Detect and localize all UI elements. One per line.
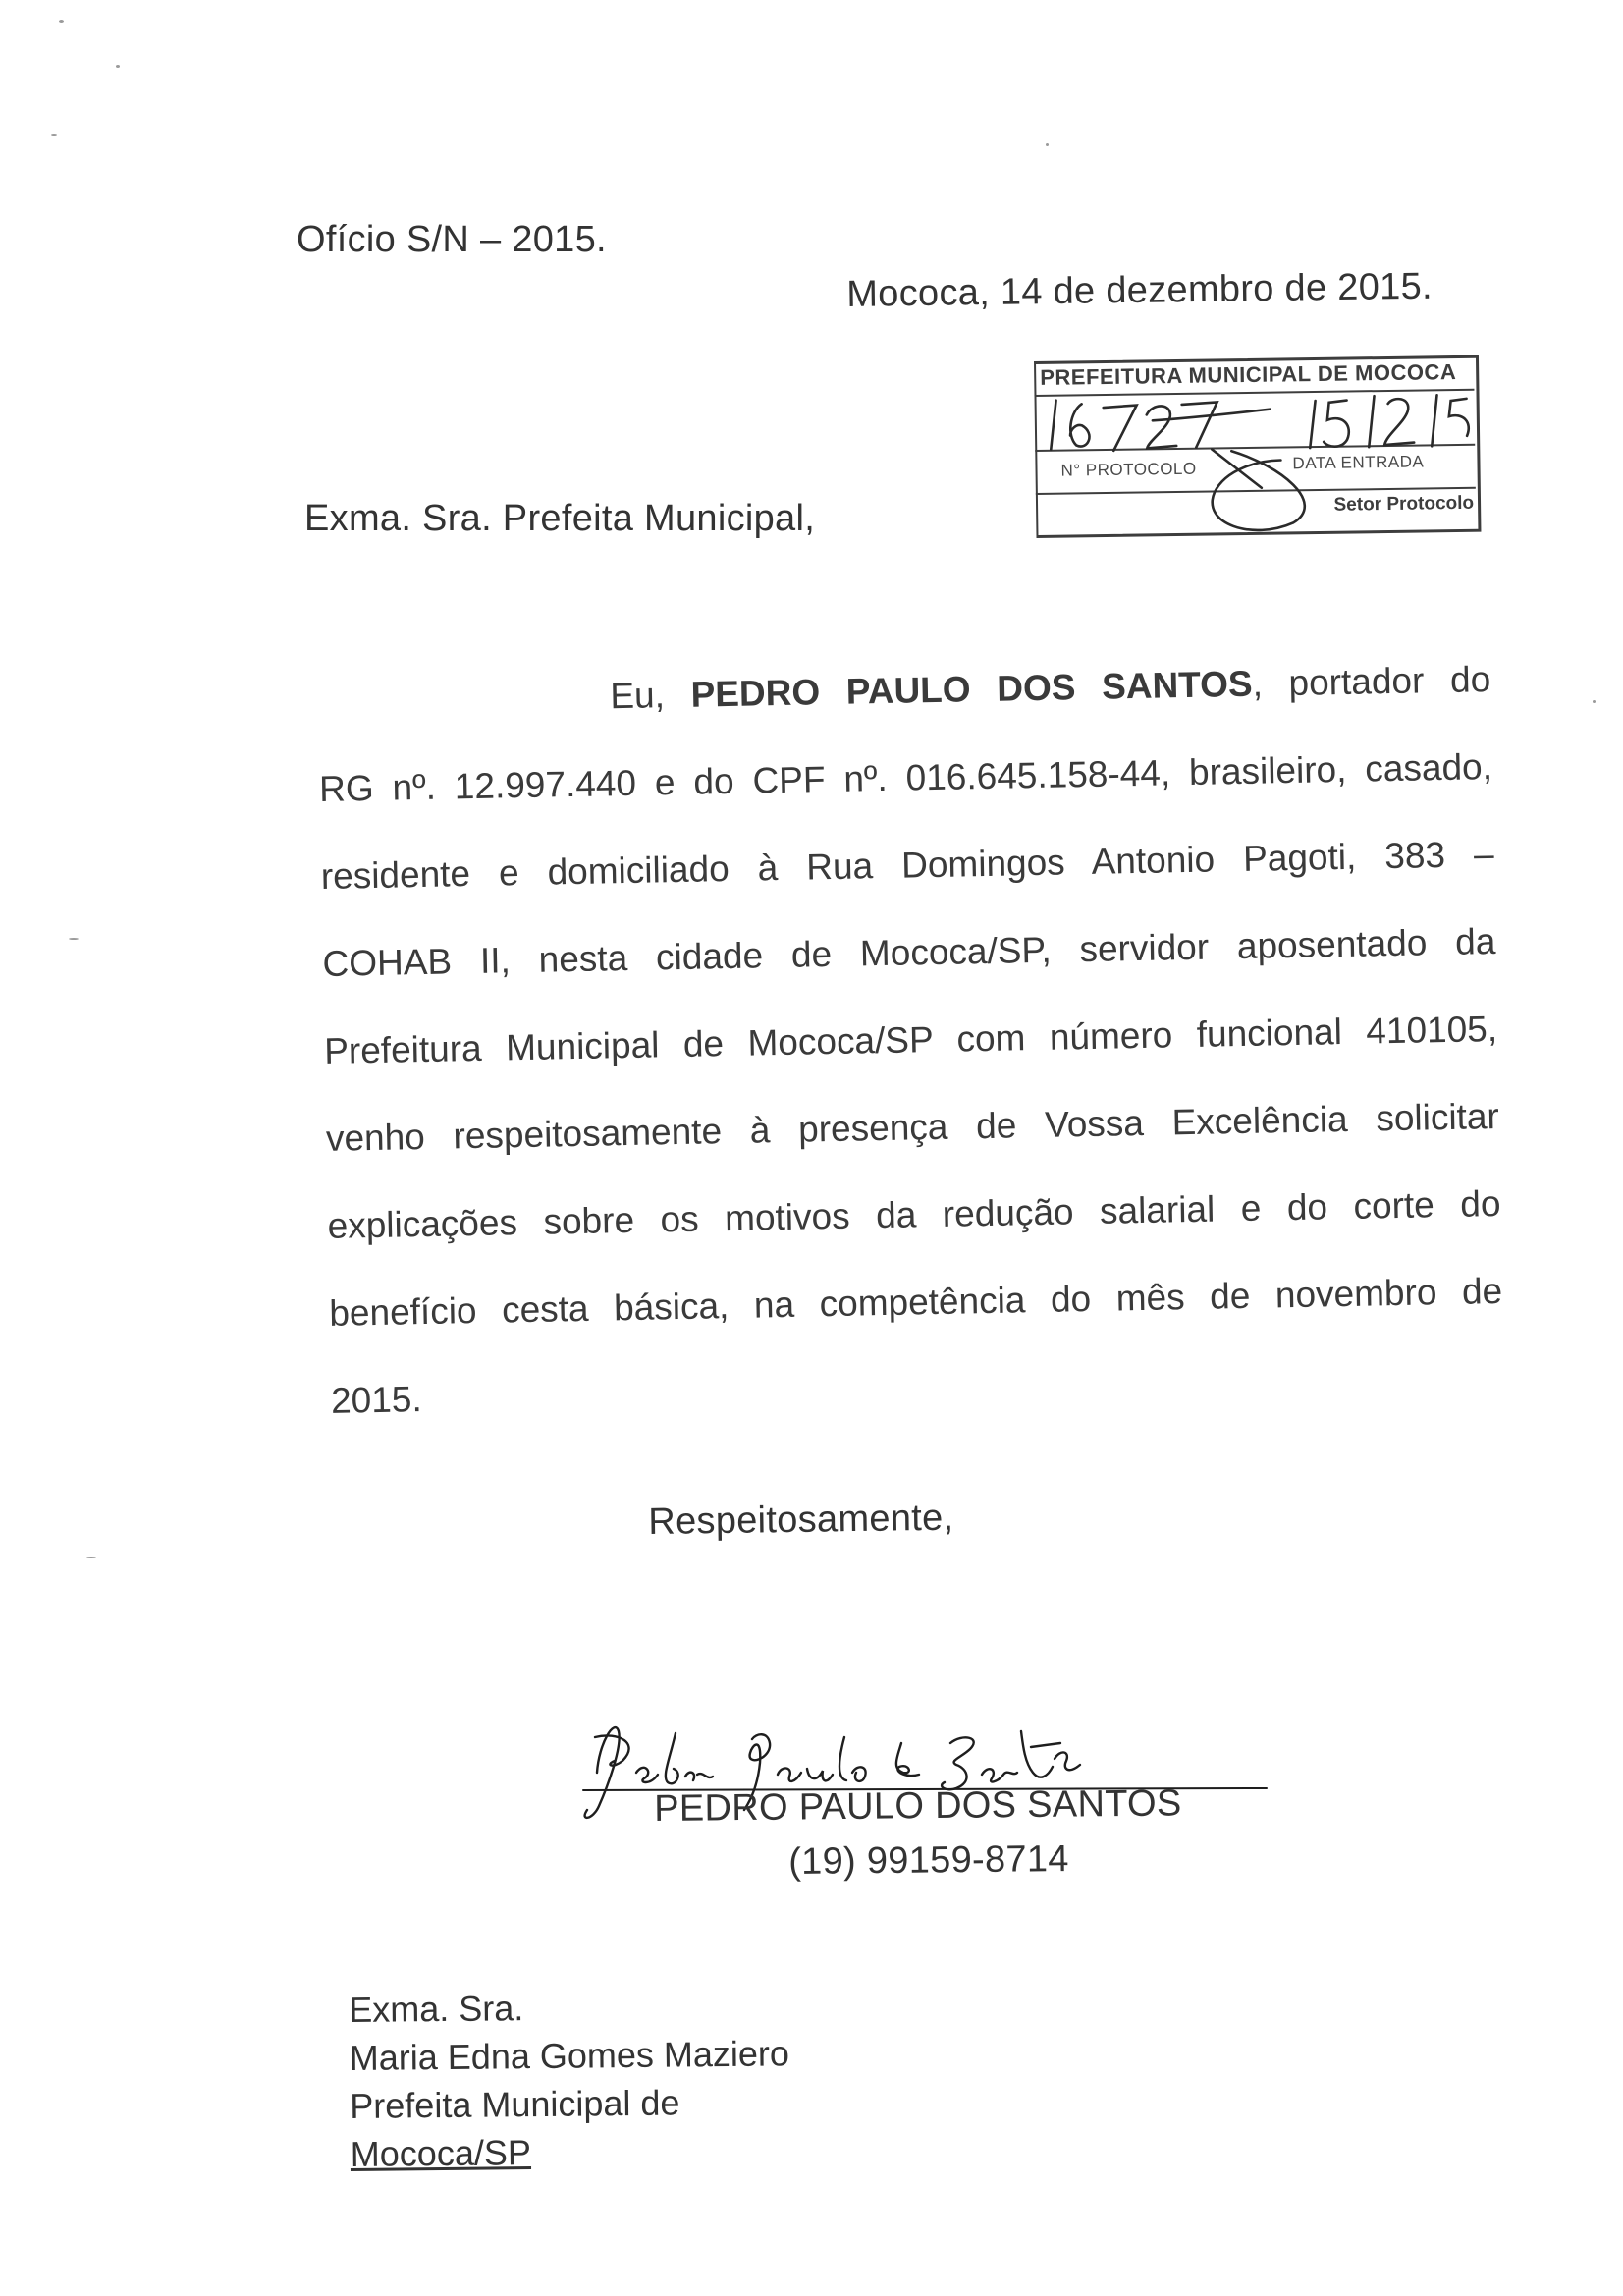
scan-speck xyxy=(59,20,64,23)
body-line: COHAB II, nesta cidade de Mococa/SP, servidor aposentado da xyxy=(322,921,1496,984)
addressee-city: Mococa/SP xyxy=(350,2132,532,2174)
body-line: venho respeitosamente à presença de Vossa Excelência solicitar xyxy=(325,1095,1500,1159)
signatory-phone: (19) 99159-8714 xyxy=(788,1838,1069,1883)
body-line: explicações sobre os motivos da redução salarial e do corte do xyxy=(327,1182,1501,1246)
stamp-entry-date-label: DATA ENTRADA xyxy=(1292,452,1425,473)
stamp-protocol-label: N° PROTOCOLO xyxy=(1060,459,1197,480)
place-date: Mococa, 14 de dezembro de 2015. xyxy=(846,265,1434,315)
addressee-block xyxy=(349,1981,790,2178)
body-line: residente e domiciliado à Rua Domingos Antonio Pagoti, 383 – xyxy=(320,834,1495,897)
body-paragraph xyxy=(317,658,1505,1467)
body-line: benefício cesta básica, na competência do mês de novembro de xyxy=(328,1270,1503,1334)
signatory-name: PEDRO PAULO DOS SANTOS xyxy=(654,1782,1182,1830)
scan-speck xyxy=(1046,143,1049,146)
closing: Respeitosamente, xyxy=(648,1497,954,1543)
addressee-name: Maria Edna Gomes Maziero xyxy=(349,2033,790,2078)
scan-speck xyxy=(86,1557,96,1558)
scan-speck xyxy=(116,65,120,68)
body-suffix: , portador do xyxy=(1252,659,1491,704)
protocol-stamp xyxy=(1034,355,1480,538)
requester-name: PEDRO PAULO DOS SANTOS xyxy=(690,663,1253,715)
body-line: 2015. xyxy=(330,1379,423,1421)
addressee-title: Exma. Sra. xyxy=(349,1988,524,2030)
salutation: Exma. Sra. Prefeita Municipal, xyxy=(304,498,816,539)
stamp-title: PREFEITURA MUNICIPAL DE MOCOCA xyxy=(1040,358,1457,390)
stamp-sector-label: Setor Protocolo xyxy=(1333,492,1475,516)
body-prefix: Eu, xyxy=(609,674,691,717)
body-line: RG nº. 12.997.440 e do CPF nº. 016.645.158-44, brasileiro, casado, xyxy=(318,746,1493,809)
document-reference: Ofício S/N – 2015. xyxy=(297,219,607,260)
scan-speck xyxy=(1593,700,1596,703)
addressee-role: Prefeita Municipal de xyxy=(350,2082,680,2126)
body-line: Prefeitura Municipal de Mococa/SP com número funcional 410105, xyxy=(323,1008,1498,1071)
stamp-handwriting xyxy=(1034,355,1480,538)
scan-speck xyxy=(51,134,57,136)
scan-speck xyxy=(69,938,79,940)
